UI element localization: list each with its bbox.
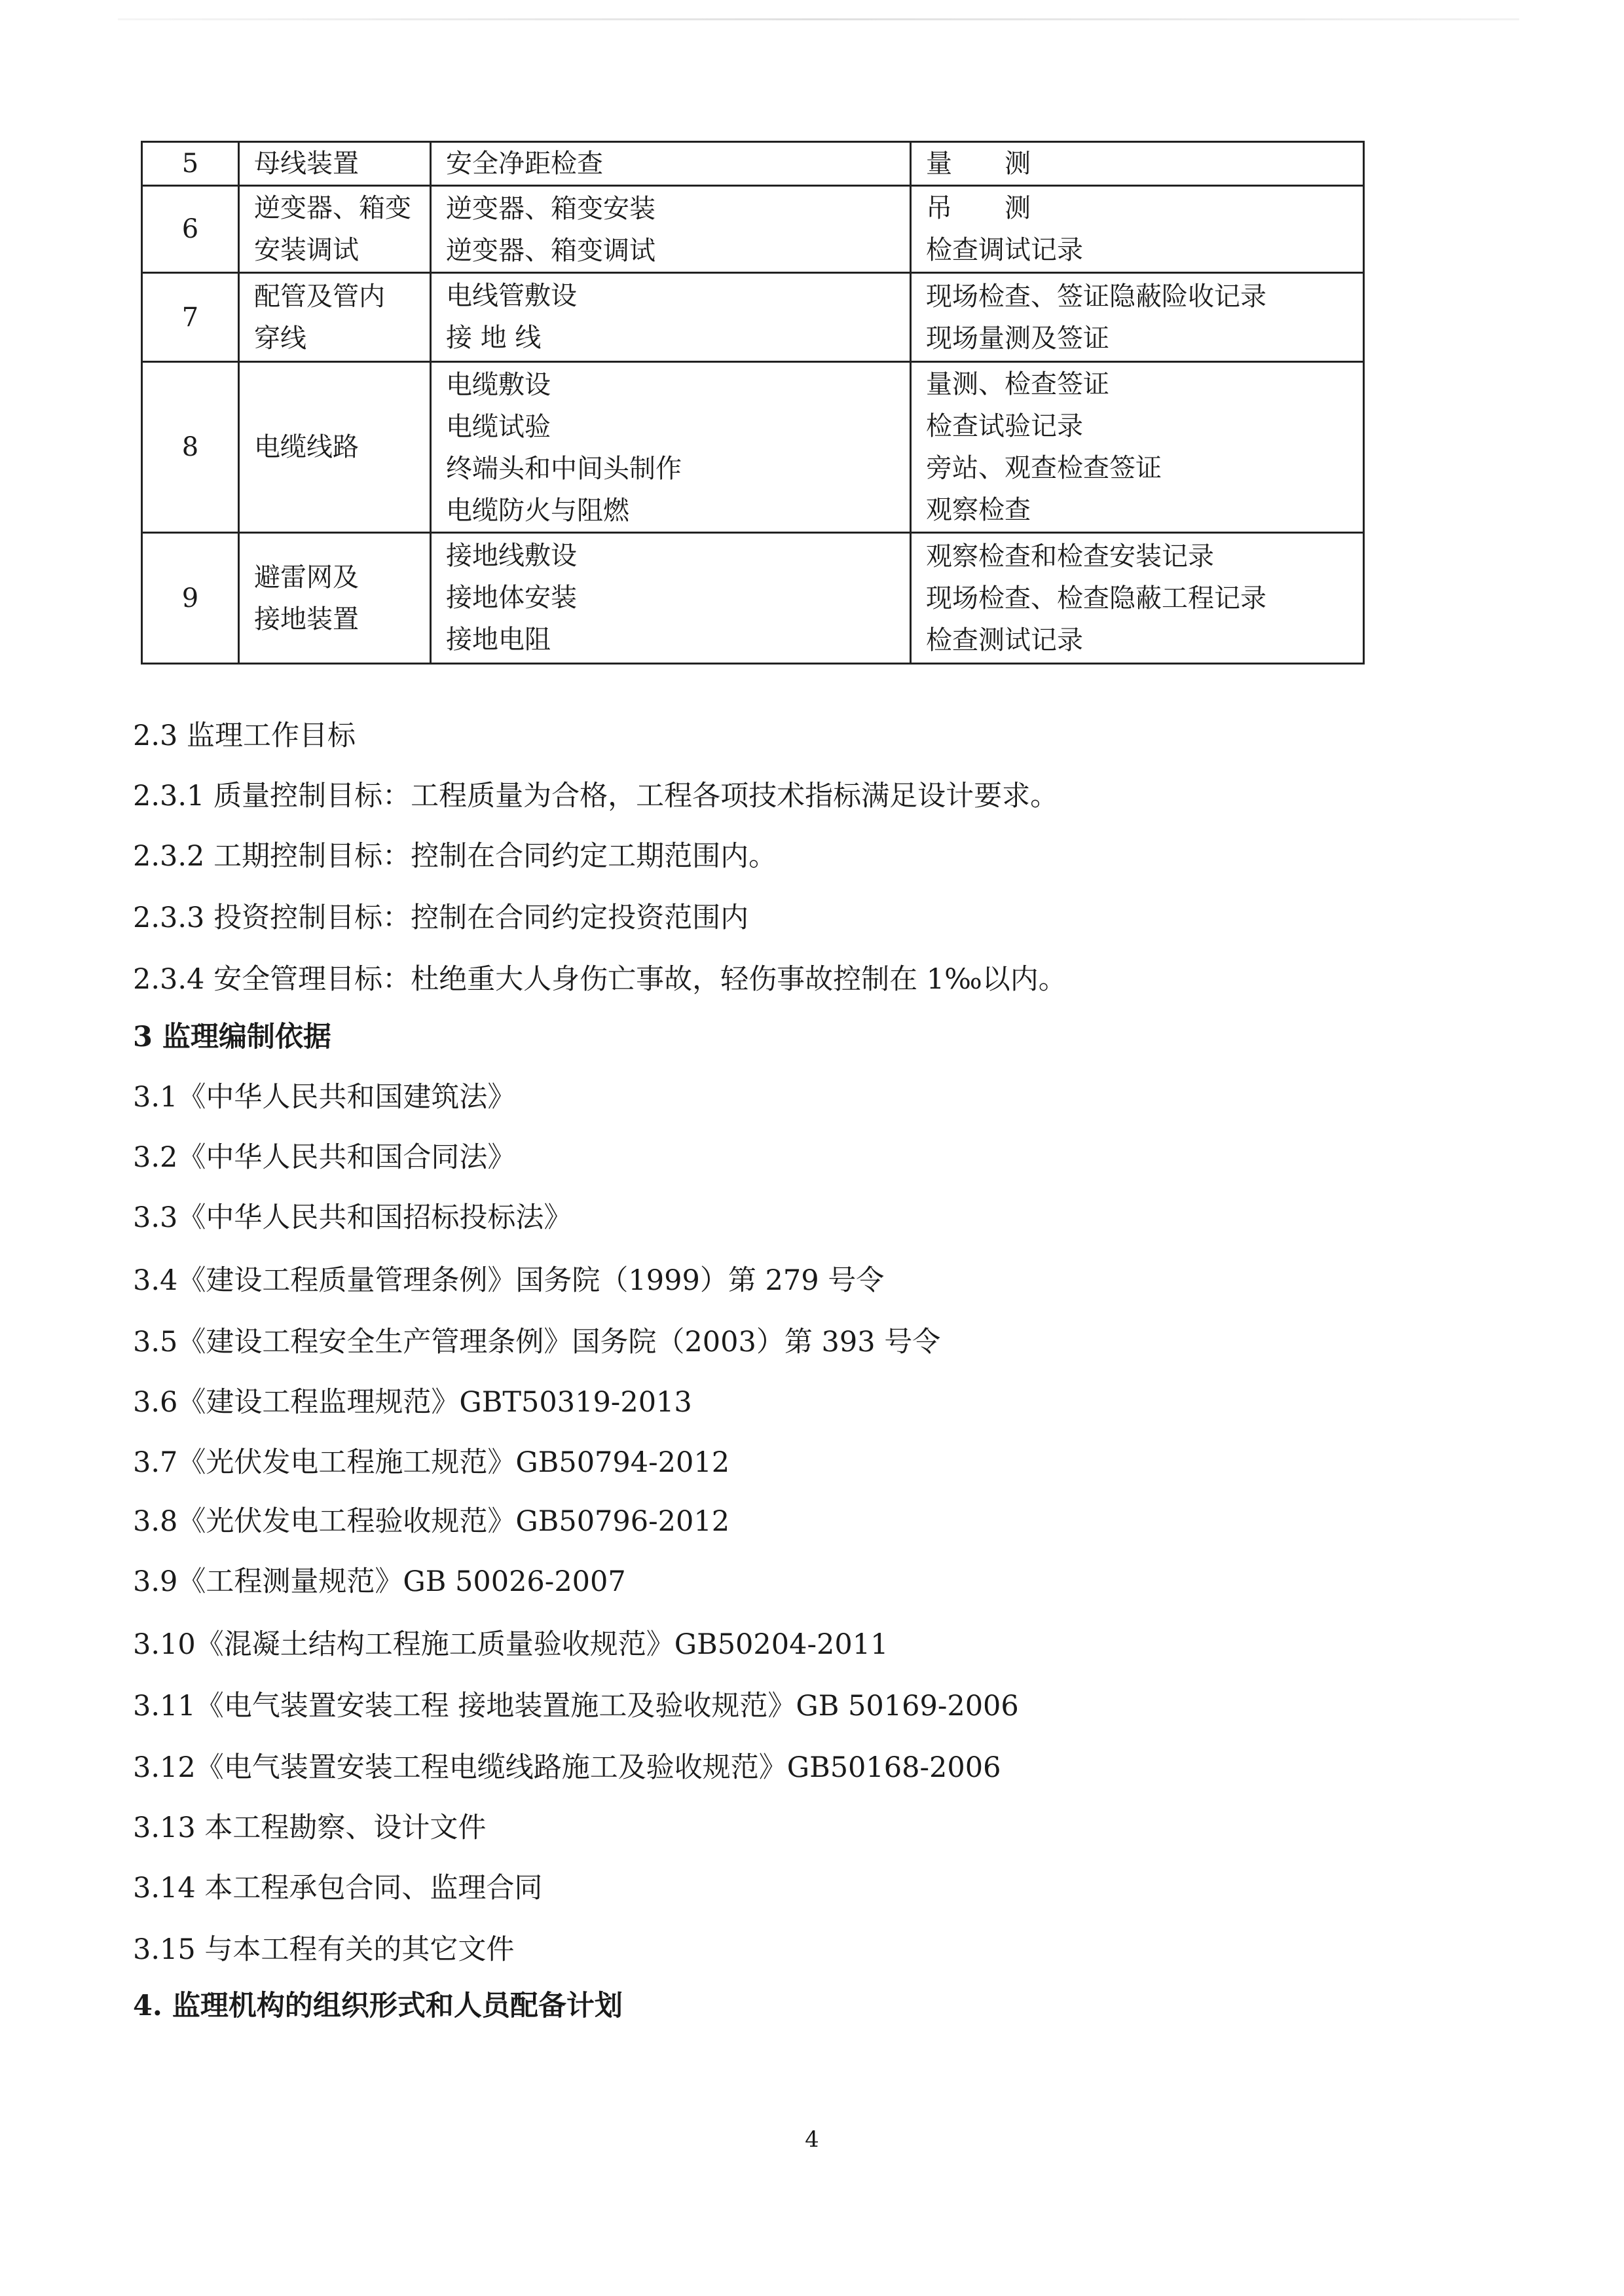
items-line: 电线管敷设	[446, 281, 577, 311]
paragraph-line: 3.8《光伏发电工程验收规范》GB50796-2012	[133, 1505, 730, 1538]
category-line: 逆变器、箱变	[254, 193, 411, 223]
paragraph-line: 3.15 与本工程有关的其它文件	[133, 1933, 515, 1966]
items-line: 逆变器、箱变调试	[446, 236, 655, 266]
paragraph-line: 3.3《中华人民共和国招标投标法》	[133, 1201, 572, 1234]
table-row	[142, 142, 1364, 186]
cell-methods	[911, 142, 1364, 186]
paragraph-line: 3.2《中华人民共和国合同法》	[133, 1141, 516, 1174]
table-row	[142, 273, 1364, 362]
methods-line: 现场量测及签证	[926, 323, 1109, 354]
items-line: 接 地 线	[446, 323, 542, 353]
cell-category	[239, 186, 431, 273]
cell-items	[431, 273, 911, 362]
section-heading: 3 监理编制依据	[133, 1021, 331, 1053]
paragraph-line: 3.4《建设工程质量管理条例》国务院（1999）第 279 号令	[133, 1264, 885, 1297]
cell-items	[431, 533, 911, 664]
cell-category	[239, 533, 431, 664]
cell-methods	[911, 273, 1364, 362]
methods-line: 检查试验记录	[926, 411, 1083, 441]
category-line: 安装调试	[254, 235, 359, 265]
items-line: 安全净距检查	[446, 149, 603, 179]
paragraph-line: 2.3.3 投资控制目标：控制在合同约定投资范围内	[133, 902, 749, 934]
cell-methods	[911, 186, 1364, 273]
methods-line: 量测、检查签证	[926, 369, 1109, 399]
table-row	[142, 533, 1364, 664]
methods-line: 量 测	[926, 149, 1031, 179]
items-line: 接地体安装	[446, 583, 577, 613]
category-line: 电缆线路	[254, 432, 359, 462]
paragraph-line: 3.10《混凝土结构工程施工质量验收规范》GB50204-2011	[133, 1628, 889, 1661]
cell-items	[431, 186, 911, 273]
paragraph-line: 3.12《电气装置安装工程电缆线路施工及验收规范》GB50168-2006	[133, 1751, 1001, 1784]
methods-line: 检查调试记录	[926, 235, 1083, 265]
table-row	[142, 186, 1364, 273]
methods-line: 现场检查、检查隐蔽工程记录	[926, 583, 1266, 613]
items-line: 电缆试验	[446, 412, 551, 442]
paragraph-line: 3.9《工程测量规范》GB 50026-2007	[133, 1565, 626, 1598]
items-line: 接地电阻	[446, 625, 551, 655]
cell-category	[239, 142, 431, 186]
cell-items	[431, 142, 911, 186]
items-line: 逆变器、箱变安装	[446, 194, 655, 224]
items-line: 电缆敷设	[446, 370, 551, 400]
table-row	[142, 362, 1364, 533]
inspection-table	[141, 141, 1365, 665]
items-line: 接地线敷设	[446, 541, 577, 571]
cell-category	[239, 362, 431, 533]
methods-line: 吊 测	[926, 193, 1031, 223]
category-line: 避雷网及	[254, 562, 359, 592]
paragraph-line: 3.7《光伏发电工程施工规范》GB50794-2012	[133, 1446, 730, 1479]
paragraph-line: 3.1《中华人民共和国建筑法》	[133, 1081, 516, 1114]
row-number: 8	[142, 362, 239, 533]
methods-line: 观察检查和检查安装记录	[926, 541, 1214, 572]
methods-line: 检查测试记录	[926, 625, 1083, 655]
row-number: 5	[142, 142, 239, 186]
paragraph-line: 3.5《建设工程安全生产管理条例》国务院（2003）第 393 号令	[133, 1326, 941, 1358]
category-line: 穿线	[254, 323, 306, 354]
paragraph-line: 2.3.4 安全管理目标：杜绝重大人身伤亡事故，轻伤事故控制在 1‰以内。	[133, 963, 1067, 996]
paragraph-line: 2.3.1 质量控制目标：工程质量为合格，工程各项技术指标满足设计要求。	[133, 780, 1059, 812]
category-line: 接地装置	[254, 604, 359, 634]
items-line: 电缆防火与阻燃	[446, 496, 629, 526]
methods-line: 旁站、观查检查签证	[926, 453, 1162, 483]
paragraph-line: 3.13 本工程勘察、设计文件	[133, 1812, 487, 1844]
paragraph-line: 2.3 监理工作目标	[133, 720, 356, 752]
cell-methods	[911, 533, 1364, 664]
row-number: 7	[142, 273, 239, 362]
page-number: 4	[805, 2126, 819, 2153]
paragraph-line: 3.14 本工程承包合同、监理合同	[133, 1872, 543, 1904]
cell-category	[239, 273, 431, 362]
category-line: 母线装置	[254, 149, 359, 179]
paragraph-line: 3.11《电气装置安装工程 接地装置施工及验收规范》GB 50169-2006	[133, 1690, 1019, 1722]
row-number: 6	[142, 186, 239, 273]
paragraph-line: 3.6《建设工程监理规范》GBT50319-2013	[133, 1386, 692, 1419]
cell-methods	[911, 362, 1364, 533]
items-line: 终端头和中间头制作	[446, 454, 682, 484]
row-number: 9	[142, 533, 239, 664]
section-heading: 4. 监理机构的组织形式和人员配备计划	[133, 1990, 623, 2022]
methods-line: 现场检查、签证隐蔽险收记录	[926, 281, 1266, 312]
category-line: 配管及管内	[254, 281, 385, 312]
methods-line: 观察检查	[926, 495, 1031, 525]
cell-items	[431, 362, 911, 533]
scan-artifact	[118, 18, 1519, 20]
paragraph-line: 2.3.2 工期控制目标：控制在合同约定工期范围内。	[133, 840, 777, 873]
